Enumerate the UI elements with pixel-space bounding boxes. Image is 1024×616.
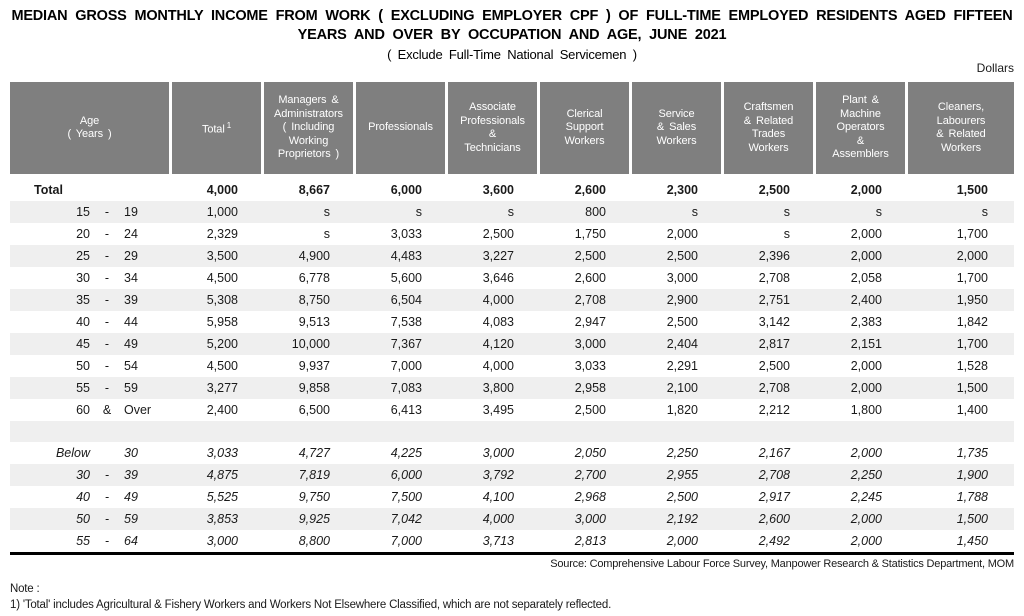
value-cell-craftsmen-related-trades-workers: s (783, 205, 790, 219)
value-cell-total: 3,853 (206, 512, 238, 526)
value-cell-plant-machine-operators-assemblers: 2,400 (850, 293, 882, 307)
value-cell-professionals: s (415, 205, 422, 219)
age-cell (10, 512, 172, 526)
value-cell-clerical-support-workers: 2,968 (574, 490, 606, 504)
column-header-professionals: Professionals (356, 82, 448, 174)
column-header-service-sales-workers: Service & Sales Workers (632, 82, 724, 174)
age-p2: 49 (124, 490, 138, 504)
note-block (10, 583, 1014, 611)
value-cell-plant-machine-operators-assemblers: 2,000 (850, 227, 882, 241)
value-cell-craftsmen-related-trades-workers: 2,917 (758, 490, 790, 504)
column-header-cleaners-labourers-related-workers: Cleaners, Labourers & Related Workers (908, 82, 1014, 174)
page-title-line-2: YEARS AND OVER BY OCCUPATION AND AGE, JUNE 2021 (297, 27, 727, 43)
age-sep: - (104, 227, 110, 241)
value-cell-service-sales-workers: 2,404 (666, 337, 698, 351)
value-cell-associate-professionals-technicians: 3,792 (482, 468, 514, 482)
age-p2: 30 (124, 446, 138, 460)
age-p2: 39 (124, 293, 138, 307)
income-table (10, 82, 1014, 611)
age-p2: 54 (124, 359, 138, 373)
value-cell-cleaners-labourers-related-workers: 1,900 (956, 468, 988, 482)
age-p1: 15 (76, 205, 90, 219)
value-cell-total: 5,200 (206, 337, 238, 351)
value-cell-total: 1,000 (206, 205, 238, 219)
value-cell-managers-administrators: s (323, 205, 330, 219)
value-cell-clerical-support-workers: 2,813 (574, 534, 606, 548)
age-sep: - (104, 359, 110, 373)
value-cell-service-sales-workers: s (691, 205, 698, 219)
value-cell-associate-professionals-technicians: 4,100 (482, 490, 514, 504)
value-cell-total: 3,000 (206, 534, 238, 548)
table-row (10, 377, 1014, 399)
age-sep: - (104, 381, 110, 395)
age-sep (90, 446, 124, 460)
value-cell-professionals: 7,367 (390, 337, 422, 351)
value-cell-associate-professionals-technicians: 4,000 (482, 359, 514, 373)
value-cell-craftsmen-related-trades-workers: 2,600 (758, 512, 790, 526)
age-cell (10, 227, 172, 241)
value-cell-service-sales-workers: 2,300 (666, 183, 698, 197)
age-p1: 50 (76, 512, 90, 526)
age-sep: - (104, 249, 110, 263)
value-cell-associate-professionals-technicians: 3,227 (482, 249, 514, 263)
value-cell-plant-machine-operators-assemblers: 2,058 (850, 271, 882, 285)
note-1: 1) 'Total' includes Agricultural & Fishery Workers and Workers Not Elsewhere Classified, which are not separately reflected. (10, 599, 612, 611)
value-cell-professionals: 6,504 (390, 293, 422, 307)
age-p1: 50 (76, 359, 90, 373)
title-block (0, 0, 1024, 63)
value-cell-clerical-support-workers: 3,033 (574, 359, 606, 373)
age-cell (10, 381, 172, 395)
table-row (10, 508, 1014, 530)
value-cell-professionals: 6,000 (390, 183, 422, 197)
value-cell-managers-administrators: 9,937 (298, 359, 330, 373)
age-p1: 35 (76, 293, 90, 307)
table-row (10, 464, 1014, 486)
value-cell-craftsmen-related-trades-workers: 2,708 (758, 468, 790, 482)
value-cell-service-sales-workers: 2,100 (666, 381, 698, 395)
value-cell-managers-administrators: 10,000 (291, 337, 330, 351)
age-p1: Below (55, 446, 90, 460)
age-sep: - (104, 205, 110, 219)
age-p2: 29 (124, 249, 138, 263)
value-cell-managers-administrators: 9,750 (298, 490, 330, 504)
age-cell (10, 359, 172, 373)
value-cell-craftsmen-related-trades-workers: 2,500 (758, 183, 790, 197)
age-cell (10, 205, 172, 219)
table-row (10, 311, 1014, 333)
value-cell-managers-administrators: 4,900 (298, 249, 330, 263)
age-cell (10, 337, 172, 351)
value-cell-associate-professionals-technicians: 4,083 (482, 315, 514, 329)
value-cell-service-sales-workers: 2,500 (666, 315, 698, 329)
value-cell-craftsmen-related-trades-workers: 2,396 (758, 249, 790, 263)
table-row (10, 289, 1014, 311)
value-cell-plant-machine-operators-assemblers: s (875, 205, 882, 219)
value-cell-plant-machine-operators-assemblers: 2,000 (850, 512, 882, 526)
table-row (10, 399, 1014, 421)
value-cell-service-sales-workers: 2,000 (666, 534, 698, 548)
value-cell-craftsmen-related-trades-workers: 2,708 (758, 271, 790, 285)
value-cell-professionals: 3,033 (390, 227, 422, 241)
note-label: Note : (10, 583, 40, 595)
unit-label: Dollars (976, 61, 1014, 75)
age-p1: 20 (76, 227, 90, 241)
age-p1: 30 (76, 468, 90, 482)
value-cell-total: 4,875 (206, 468, 238, 482)
value-cell-craftsmen-related-trades-workers: s (783, 227, 790, 241)
column-header-craftsmen-related-trades-workers: Craftsmen & Related Trades Workers (724, 82, 816, 174)
value-cell-total: 3,033 (206, 446, 238, 460)
value-cell-managers-administrators: 8,750 (298, 293, 330, 307)
age-cell (10, 315, 172, 329)
value-cell-craftsmen-related-trades-workers: 2,492 (758, 534, 790, 548)
value-cell-service-sales-workers: 2,955 (666, 468, 698, 482)
value-cell-total: 4,500 (206, 271, 238, 285)
age-p2: 34 (124, 271, 138, 285)
table-row (10, 267, 1014, 289)
value-cell-plant-machine-operators-assemblers: 2,250 (850, 468, 882, 482)
table-row (10, 530, 1014, 552)
age-sep: - (104, 512, 110, 526)
value-cell-service-sales-workers: 2,900 (666, 293, 698, 307)
value-cell-cleaners-labourers-related-workers: 2,000 (956, 249, 988, 263)
age-p2: 39 (124, 468, 138, 482)
value-cell-managers-administrators: 7,819 (298, 468, 330, 482)
value-cell-cleaners-labourers-related-workers: 1,700 (956, 227, 988, 241)
value-cell-craftsmen-related-trades-workers: 2,500 (758, 359, 790, 373)
age-cell (10, 468, 172, 482)
value-cell-professionals: 6,000 (390, 468, 422, 482)
value-cell-clerical-support-workers: 2,500 (574, 403, 606, 417)
value-cell-associate-professionals-technicians: 4,120 (482, 337, 514, 351)
value-cell-clerical-support-workers: 2,700 (574, 468, 606, 482)
value-cell-associate-professionals-technicians: 3,600 (482, 183, 514, 197)
value-cell-cleaners-labourers-related-workers: 1,500 (956, 183, 988, 197)
age-p1: 40 (76, 315, 90, 329)
value-cell-managers-administrators: 8,800 (298, 534, 330, 548)
value-cell-craftsmen-related-trades-workers: 2,751 (758, 293, 790, 307)
value-cell-managers-administrators: 6,778 (298, 271, 330, 285)
column-header-clerical-support-workers: Clerical Support Workers (540, 82, 632, 174)
value-cell-associate-professionals-technicians: 3,800 (482, 381, 514, 395)
value-cell-associate-professionals-technicians: s (507, 205, 514, 219)
age-p2: Over (124, 403, 152, 417)
value-cell-cleaners-labourers-related-workers: 1,528 (956, 359, 988, 373)
table-header-row (10, 82, 1014, 174)
table-row (10, 442, 1014, 464)
value-cell-craftsmen-related-trades-workers: 2,167 (758, 446, 790, 460)
value-cell-total: 2,329 (206, 227, 238, 241)
value-cell-professionals: 4,225 (390, 446, 422, 460)
value-cell-clerical-support-workers: 2,050 (574, 446, 606, 460)
value-cell-clerical-support-workers: 1,750 (574, 227, 606, 241)
value-cell-professionals: 7,538 (390, 315, 422, 329)
value-cell-total: 3,277 (206, 381, 238, 395)
value-cell-cleaners-labourers-related-workers: 1,450 (956, 534, 988, 548)
value-cell-cleaners-labourers-related-workers: 1,950 (956, 293, 988, 307)
age-sep: - (104, 271, 110, 285)
value-cell-service-sales-workers: 2,500 (666, 249, 698, 263)
page-subtitle: ( Exclude Full-Time National Servicemen ) (387, 47, 637, 62)
age-p2: 19 (124, 205, 138, 219)
age-p1: 45 (76, 337, 90, 351)
table-body (10, 174, 1014, 555)
value-cell-craftsmen-related-trades-workers: 2,817 (758, 337, 790, 351)
value-cell-plant-machine-operators-assemblers: 2,000 (850, 381, 882, 395)
page-title-line-1: MEDIAN GROSS MONTHLY INCOME FROM WORK ( EXCLUDING EMPLOYER CPF ) OF FULL-TIME EMPLOYED RESIDENTS AGED FIFTEEN (11, 8, 1013, 24)
value-cell-cleaners-labourers-related-workers: 1,700 (956, 337, 988, 351)
table-row (10, 355, 1014, 377)
value-cell-cleaners-labourers-related-workers: 1,500 (956, 381, 988, 395)
age-p1: 25 (76, 249, 90, 263)
value-cell-plant-machine-operators-assemblers: 2,000 (850, 446, 882, 460)
value-cell-managers-administrators: 4,727 (298, 446, 330, 460)
value-cell-service-sales-workers: 2,250 (666, 446, 698, 460)
value-cell-managers-administrators: 9,925 (298, 512, 330, 526)
age-cell (10, 249, 172, 263)
value-cell-managers-administrators: 9,513 (298, 315, 330, 329)
age-cell (10, 490, 172, 504)
column-header-plant-machine-operators-assemblers: Plant & Machine Operators & Assemblers (816, 82, 908, 174)
value-cell-clerical-support-workers: 3,000 (574, 337, 606, 351)
age-p2: 24 (124, 227, 138, 241)
value-cell-professionals: 7,083 (390, 381, 422, 395)
column-header-associate-professionals-technicians: Associate Professionals & Technicians (448, 82, 540, 174)
value-cell-cleaners-labourers-related-workers: 1,842 (956, 315, 988, 329)
value-cell-associate-professionals-technicians: 3,495 (482, 403, 514, 417)
age-sep: - (104, 534, 110, 548)
value-cell-professionals: 6,413 (390, 403, 422, 417)
value-cell-associate-professionals-technicians: 3,646 (482, 271, 514, 285)
value-cell-professionals: 7,000 (390, 534, 422, 548)
age-p1: 30 (76, 271, 90, 285)
column-header-age: Age ( Years ) (10, 82, 172, 174)
value-cell-managers-administrators: s (323, 227, 330, 241)
value-cell-cleaners-labourers-related-workers: 1,500 (956, 512, 988, 526)
column-header-total: Total $^1$ (172, 82, 264, 174)
age-cell (10, 446, 172, 460)
value-cell-total: 4,500 (206, 359, 238, 373)
value-cell-clerical-support-workers: 2,947 (574, 315, 606, 329)
table-row (10, 223, 1014, 245)
value-cell-service-sales-workers: 2,500 (666, 490, 698, 504)
value-cell-cleaners-labourers-related-workers: 1,735 (956, 446, 988, 460)
value-cell-cleaners-labourers-related-workers: 1,400 (956, 403, 988, 417)
value-cell-professionals: 4,483 (390, 249, 422, 263)
age-p2: 64 (124, 534, 138, 548)
age-p2: 49 (124, 337, 138, 351)
value-cell-plant-machine-operators-assemblers: 2,000 (850, 534, 882, 548)
value-cell-plant-machine-operators-assemblers: 2,383 (850, 315, 882, 329)
value-cell-service-sales-workers: 3,000 (666, 271, 698, 285)
value-cell-professionals: 7,042 (390, 512, 422, 526)
value-cell-clerical-support-workers: 2,600 (574, 183, 606, 197)
age-p1: 60 (76, 403, 90, 417)
value-cell-associate-professionals-technicians: 2,500 (482, 227, 514, 241)
table-row (10, 245, 1014, 267)
value-cell-total: 4,000 (206, 183, 238, 197)
age-cell (10, 534, 172, 548)
value-cell-clerical-support-workers: 2,600 (574, 271, 606, 285)
age-p2: 59 (124, 512, 138, 526)
value-cell-clerical-support-workers: 2,500 (574, 249, 606, 263)
value-cell-total: 5,525 (206, 490, 238, 504)
value-cell-service-sales-workers: 2,291 (666, 359, 698, 373)
value-cell-craftsmen-related-trades-workers: 2,212 (758, 403, 790, 417)
value-cell-cleaners-labourers-related-workers: 1,788 (956, 490, 988, 504)
age-sep: - (104, 337, 110, 351)
value-cell-professionals: 5,600 (390, 271, 422, 285)
value-cell-professionals: 7,000 (390, 359, 422, 373)
age-sep: - (104, 293, 110, 307)
value-cell-associate-professionals-technicians: 3,713 (482, 534, 514, 548)
age-sep: - (104, 468, 110, 482)
value-cell-plant-machine-operators-assemblers: 2,151 (850, 337, 882, 351)
value-cell-managers-administrators: 9,858 (298, 381, 330, 395)
spacer-row (10, 421, 1014, 442)
value-cell-plant-machine-operators-assemblers: 2,000 (850, 183, 882, 197)
age-cell (10, 183, 172, 197)
value-cell-service-sales-workers: 2,000 (666, 227, 698, 241)
value-cell-managers-administrators: 8,667 (298, 183, 330, 197)
value-cell-plant-machine-operators-assemblers: 1,800 (850, 403, 882, 417)
age-p2: 44 (124, 315, 138, 329)
value-cell-clerical-support-workers: 800 (585, 205, 606, 219)
table-row (10, 201, 1014, 223)
column-header-managers-administrators: Managers & Administrators ( Including Working Proprietors ) (264, 82, 356, 174)
value-cell-professionals: 7,500 (390, 490, 422, 504)
age-p1: 55 (76, 534, 90, 548)
value-cell-service-sales-workers: 1,820 (666, 403, 698, 417)
value-cell-total: 5,308 (206, 293, 238, 307)
value-cell-cleaners-labourers-related-workers: s (981, 205, 988, 219)
value-cell-managers-administrators: 6,500 (298, 403, 330, 417)
value-cell-plant-machine-operators-assemblers: 2,000 (850, 359, 882, 373)
value-cell-total: 3,500 (206, 249, 238, 263)
value-cell-associate-professionals-technicians: 3,000 (482, 446, 514, 460)
age-p1: 55 (76, 381, 90, 395)
value-cell-associate-professionals-technicians: 4,000 (482, 293, 514, 307)
value-cell-clerical-support-workers: 3,000 (574, 512, 606, 526)
age-label: Total (34, 183, 63, 197)
value-cell-service-sales-workers: 2,192 (666, 512, 698, 526)
source-line: Source: Comprehensive Labour Force Survey, Manpower Research & Statistics Department, MOM (550, 558, 1014, 570)
value-cell-total: 2,400 (206, 403, 238, 417)
table-row (10, 486, 1014, 508)
age-p1: 40 (76, 490, 90, 504)
age-cell (10, 293, 172, 307)
value-cell-clerical-support-workers: 2,958 (574, 381, 606, 395)
value-cell-total: 5,958 (206, 315, 238, 329)
table-row (10, 333, 1014, 355)
value-cell-craftsmen-related-trades-workers: 3,142 (758, 315, 790, 329)
value-cell-plant-machine-operators-assemblers: 2,000 (850, 249, 882, 263)
age-cell (10, 271, 172, 285)
age-sep: & (102, 403, 112, 417)
age-p2: 59 (124, 381, 138, 395)
age-sep: - (104, 490, 110, 504)
value-cell-craftsmen-related-trades-workers: 2,708 (758, 381, 790, 395)
age-cell (10, 403, 172, 417)
age-sep: - (104, 315, 110, 329)
value-cell-clerical-support-workers: 2,708 (574, 293, 606, 307)
value-cell-plant-machine-operators-assemblers: 2,245 (850, 490, 882, 504)
table-row (10, 179, 1014, 201)
value-cell-associate-professionals-technicians: 4,000 (482, 512, 514, 526)
value-cell-cleaners-labourers-related-workers: 1,700 (956, 271, 988, 285)
